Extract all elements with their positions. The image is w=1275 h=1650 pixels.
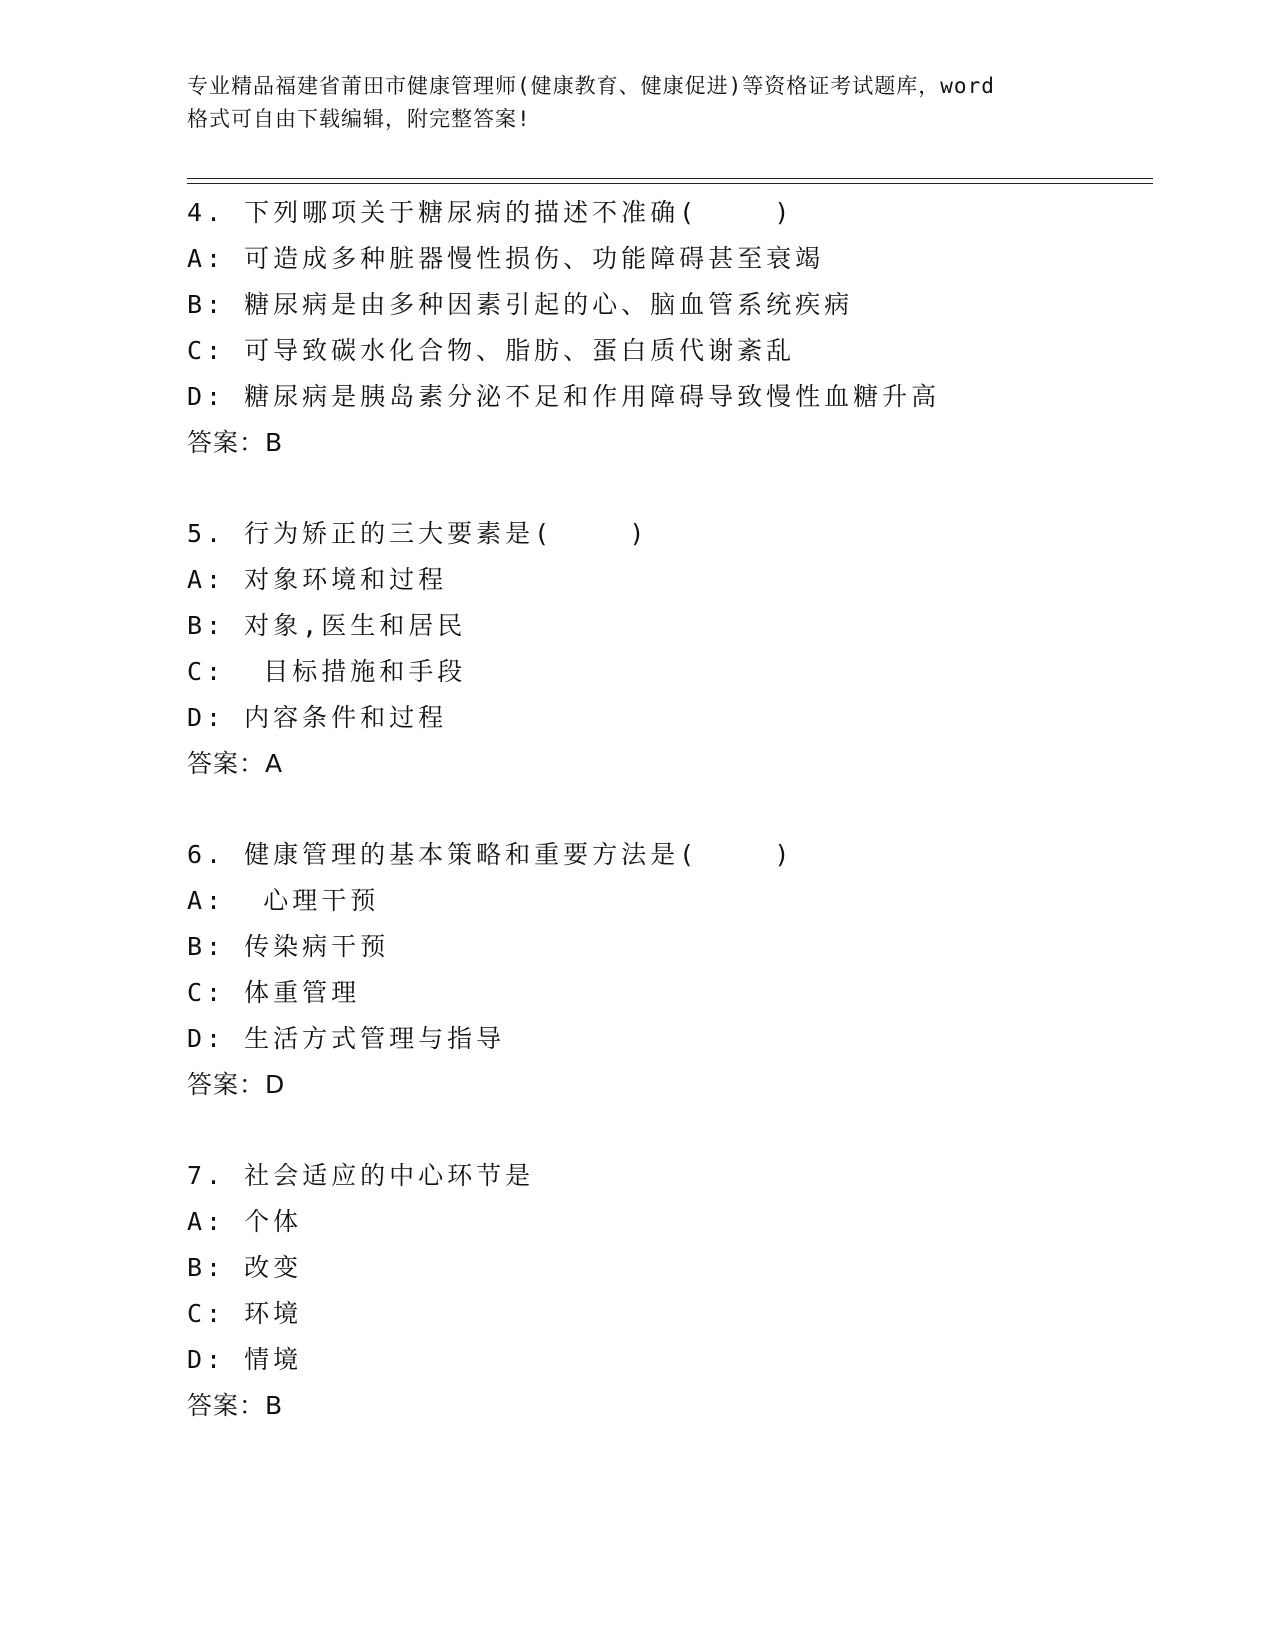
question-stem: 5. 行为矫正的三大要素是( ) xyxy=(187,519,649,548)
option-b: B: 对象,医生和居民 xyxy=(187,611,467,640)
answer: 答案：A xyxy=(187,749,284,778)
header-divider-bottom xyxy=(187,183,1153,184)
option-c: C: 目标措施和手段 xyxy=(187,657,467,686)
question-7 xyxy=(187,1153,1147,1429)
option-a: A: 可造成多种脏器慢性损伤、功能障碍甚至衰竭 xyxy=(187,244,825,273)
option-a: A: 对象环境和过程 xyxy=(187,565,448,594)
option-a: A: 个体 xyxy=(187,1207,303,1236)
question-list xyxy=(187,190,1147,1474)
option-d: D: 糖尿病是胰岛素分泌不足和作用障碍导致慢性血糖升高 xyxy=(187,382,941,411)
document-header xyxy=(187,70,1107,136)
header-line-2: 格式可自由下载编辑，附完整答案! xyxy=(187,107,531,131)
option-c: C: 可导致碳水化合物、脂肪、蛋白质代谢紊乱 xyxy=(187,336,796,365)
question-5 xyxy=(187,511,1147,787)
option-d: D: 生活方式管理与指导 xyxy=(187,1024,506,1053)
header-divider-top xyxy=(187,178,1153,179)
question-4 xyxy=(187,190,1147,466)
question-stem: 7. 社会适应的中心环节是 xyxy=(187,1161,535,1190)
option-b: B: 糖尿病是由多种因素引起的心、脑血管系统疾病 xyxy=(187,290,854,319)
option-c: C: 体重管理 xyxy=(187,978,361,1007)
option-d: D: 内容条件和过程 xyxy=(187,703,448,732)
question-6 xyxy=(187,832,1147,1108)
question-stem: 6. 健康管理的基本策略和重要方法是( ) xyxy=(187,840,794,869)
option-d: D: 情境 xyxy=(187,1345,303,1374)
option-a: A: 心理干预 xyxy=(187,886,380,915)
question-stem: 4. 下列哪项关于糖尿病的描述不准确( ) xyxy=(187,198,794,227)
answer: 答案：B xyxy=(187,1391,284,1420)
option-c: C: 环境 xyxy=(187,1299,303,1328)
answer: 答案：D xyxy=(187,1070,286,1099)
option-b: B: 改变 xyxy=(187,1253,303,1282)
answer: 答案：B xyxy=(187,428,284,457)
header-line-1: 专业精品福建省莆田市健康管理师(健康教育、健康促进)等资格证考试题库，word xyxy=(187,74,995,98)
option-b: B: 传染病干预 xyxy=(187,932,390,961)
